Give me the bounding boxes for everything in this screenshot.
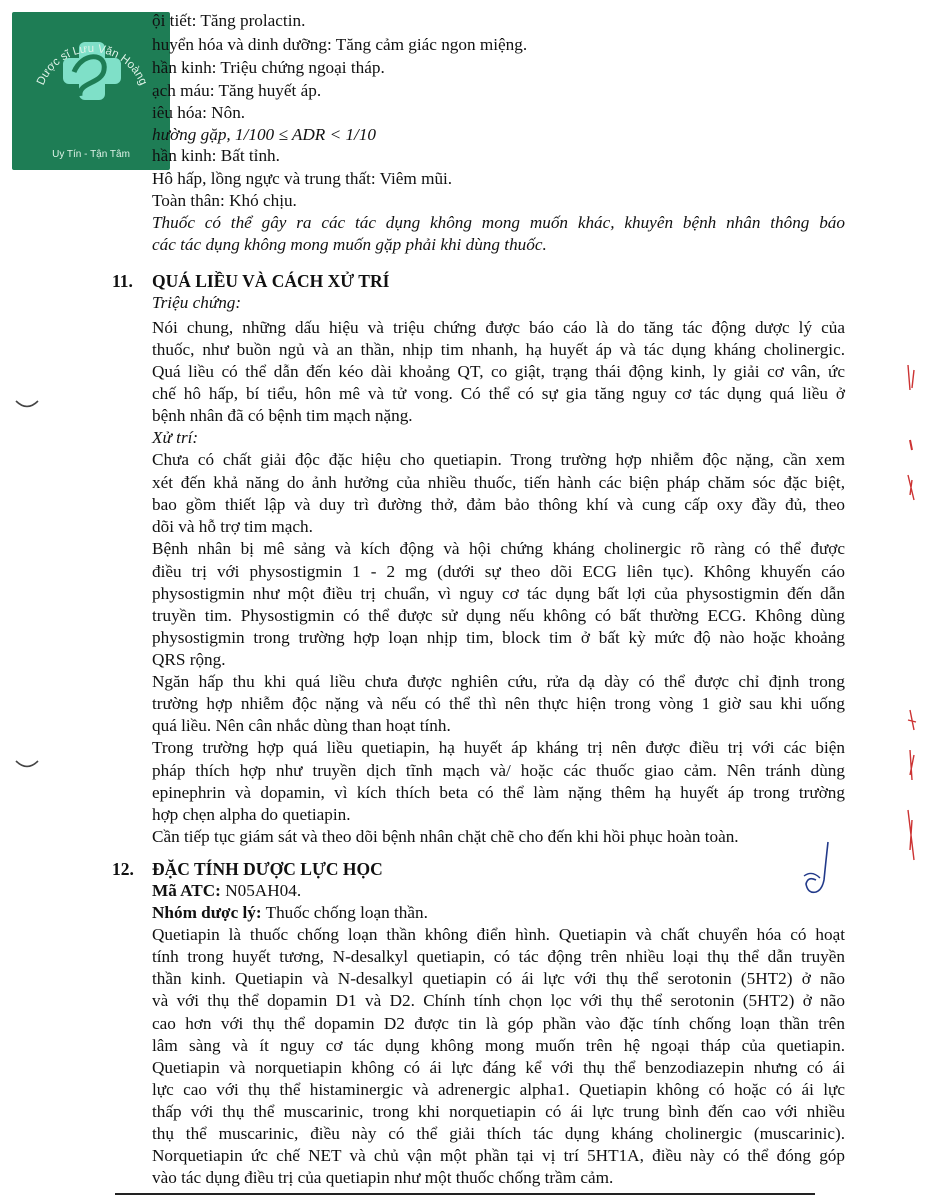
text-line: Quá liều có thể dẫn đến kéo dài khoảng QT, co giật, trạng thái động kinh, ly giải cơ vân, ức <box>152 362 845 381</box>
text-line: QRS rộng. <box>152 650 226 669</box>
subheading-treatment: Xử trí: <box>152 428 199 447</box>
margin-stamp-mark <box>898 350 928 870</box>
text-line: ạch máu: Tăng huyết áp. <box>152 81 322 100</box>
text-line: quá liều. Nên cân nhắc dùng than hoạt tính. <box>152 716 451 735</box>
atc-value: N05AH04. <box>220 881 302 900</box>
text-line: hần kinh: Triệu chứng ngoại tháp. <box>152 58 385 77</box>
text-line: Norquetiapin ức chế NET và chủ vận một phần tại vị trí 5HT1A, điều này có thể đóng góp <box>152 1146 845 1165</box>
text-line: lực cao với thụ thể histaminergic và adrenergic alpha1. Quetiapin không có hoặc có ái lực <box>152 1080 845 1099</box>
text-line: Ngăn hấp thu khi quá liều chưa được nghiên cứu, rửa dạ dày có thể được chỉ định trong <box>152 672 845 691</box>
text-line: huyển hóa và dinh dưỡng: Tăng cảm giác ngon miệng. <box>152 35 528 54</box>
adr-note: Thuốc có thể gây ra các tác dụng không mong muốn khác, khuyên bệnh nhân thông báo <box>152 213 845 232</box>
text-line: Trong trường hợp quá liều quetiapin, hạ huyết áp kháng trị nên được điều trị với các biện <box>152 738 845 757</box>
text-line: pháp thích hợp như truyền dịch tĩnh mạch và/ hoặc các thuốc giao cảm. Nên tránh dùng <box>152 761 845 780</box>
text-line: thụ thể muscarinic, điều này có thể giải thích tác dụng kháng cholinergic (muscarinic). <box>152 1124 845 1143</box>
pharmacologic-group-line <box>152 902 428 924</box>
cross-leaf-icon <box>12 12 170 170</box>
text-line: Quetiapin và norquetiapin không có ái lực đáng kể với thụ thể benzodiazepin nhưng có ái <box>152 1058 845 1077</box>
section-number: 11. <box>112 271 133 291</box>
subheading-symptoms: Triệu chứng: <box>152 293 242 312</box>
footer-rule <box>115 1193 815 1195</box>
frequency-heading: hường gặp, 1/100 ≤ ADR < 1/10 <box>152 125 377 144</box>
text-line: Chưa có chất giải độc đặc hiệu cho quetiapin. Trong trường hợp nhiễm độc nặng, cần xem <box>152 450 845 469</box>
section-heading-11 <box>112 270 389 292</box>
pharmacist-logo <box>12 12 170 170</box>
group-value: Thuốc chống loạn thần. <box>261 903 428 922</box>
text-line: epinephrin và dopamin, vì kích thích beta có thể làm nặng thêm hạ huyết áp trong trường <box>152 783 845 802</box>
text-line: physostigmin như một điều trị chuẩn, vì nguy cơ tác dụng bất lợi của physostigmin đến dẫn <box>152 584 845 603</box>
section-title: ĐẶC TÍNH DƯỢC LỰC HỌC <box>152 859 383 879</box>
text-line: truyền tim. Physostigmin có thể được sử dụng nếu không có bất thường ECG. Không dùng <box>152 606 845 625</box>
text-line: ội tiết: Tăng prolactin. <box>152 11 306 30</box>
adr-note: các tác dụng không mong muốn gặp phải khi dùng thuốc. <box>152 235 547 254</box>
text-line: thuốc, như buồn ngủ và an thần, nhịp tim nhanh, hạ huyết áp và tác dụng kháng cholinergic. <box>152 340 845 359</box>
text-line: hợp chẹn alpha do quetiapin. <box>152 805 351 824</box>
punch-hole-mark <box>14 398 40 412</box>
atc-code-line <box>152 880 301 902</box>
section-heading-12 <box>112 858 383 880</box>
text-line: iêu hóa: Nôn. <box>152 103 246 122</box>
text-line: chế hô hấp, bí tiểu, hôn mê và tử vong. Có thể có sự gia tăng nguy cơ tác dụng quá liều ở <box>152 384 845 403</box>
text-line: trường hợp nhiễm độc nặng và nếu có thể thì nên thực hiện trong vòng 1 giờ sau khi uống <box>152 694 845 713</box>
text-line: và với thụ thể dopamin D1 và D2. Chính tính chọn lọc với thụ thể serotonin (5HT2) ở não <box>152 991 845 1010</box>
text-line: Quetiapin là thuốc chống loạn thần không điển hình. Quetiapin và chất chuyển hóa có hoạt <box>152 925 845 944</box>
text-line: cao hơn với thụ thể dopamin D2 được tin là góp phần vào đặc tính chống loạn thần trên <box>152 1014 845 1033</box>
text-line: lâm sàng và ít nguy cơ tác dụng không mong muốn trên hệ ngoại tháp của quetiapin. <box>152 1036 845 1055</box>
text-line: Cần tiếp tục giám sát và theo dõi bệnh nhân chặt chẽ cho đến khi hồi phục hoàn toàn. <box>152 827 739 846</box>
text-line: thần kinh. Quetiapin và N-desalkyl quetiapin có ái lực với thụ thể serotonin (5HT2) ở não <box>152 969 845 988</box>
text-line: hần kinh: Bất tỉnh. <box>152 146 280 165</box>
section-title: QUÁ LIỀU VÀ CÁCH XỬ TRÍ <box>152 271 390 291</box>
logo-brand-text: Dược sĩ Lưu Văn Hoàng <box>34 42 150 88</box>
punch-hole-mark <box>14 758 40 772</box>
text-line: Bệnh nhân bị mê sảng và kích động và hội chứng kháng cholinergic rõ ràng có thể được <box>152 539 845 558</box>
text-line: điều trị với physostigmin 1 - 2 mg (dưới sự theo dõi ECG liên tục). Không khuyến cáo <box>152 562 845 581</box>
text-line: Hô hấp, lồng ngực và trung thất: Viêm mũi. <box>152 169 453 188</box>
atc-label: Mã ATC: <box>152 881 221 900</box>
text-line: bệnh nhân đã có bệnh tim mạch nặng. <box>152 406 413 425</box>
group-label: Nhóm dược lý: <box>152 903 262 922</box>
logo-slogan: Uy Tín - Tận Tâm <box>52 149 130 160</box>
text-line: xét đến khả năng do ảnh hưởng của nhiều thuốc, tiến hành các biện pháp chăm sóc đặc biệt, <box>152 473 845 492</box>
text-line: physostigmin trong trường hợp loạn nhịp tim, block tim ở bất kỳ mức độ nào hoặc khoảng <box>152 628 845 647</box>
text-line: vào tác dụng điều trị của quetiapin như một thuốc chống trầm cảm. <box>152 1168 614 1187</box>
text-line: Nói chung, những dấu hiệu và triệu chứng được báo cáo là do tăng tác động dược lý của <box>152 318 845 337</box>
text-line: tính trong huyết tương, N-desalkyl quetiapin, có tác động trên nhiều loại thụ thể dẫn truyền <box>152 947 845 966</box>
text-line: dõi và hỗ trợ tim mạch. <box>152 517 313 536</box>
text-line: Toàn thân: Khó chịu. <box>152 191 297 210</box>
text-line: thấp với thụ thể muscarinic, trong khi norquetiapin có ái lực trung bình đến cao với nhiều <box>152 1102 845 1121</box>
text-line: bao gồm thiết lập và duy trì đường thở, đảm bảo thông khí và cung cấp oxy đầy đủ, theo <box>152 495 845 514</box>
section-number: 12. <box>112 859 134 879</box>
handwritten-initial <box>798 840 838 900</box>
